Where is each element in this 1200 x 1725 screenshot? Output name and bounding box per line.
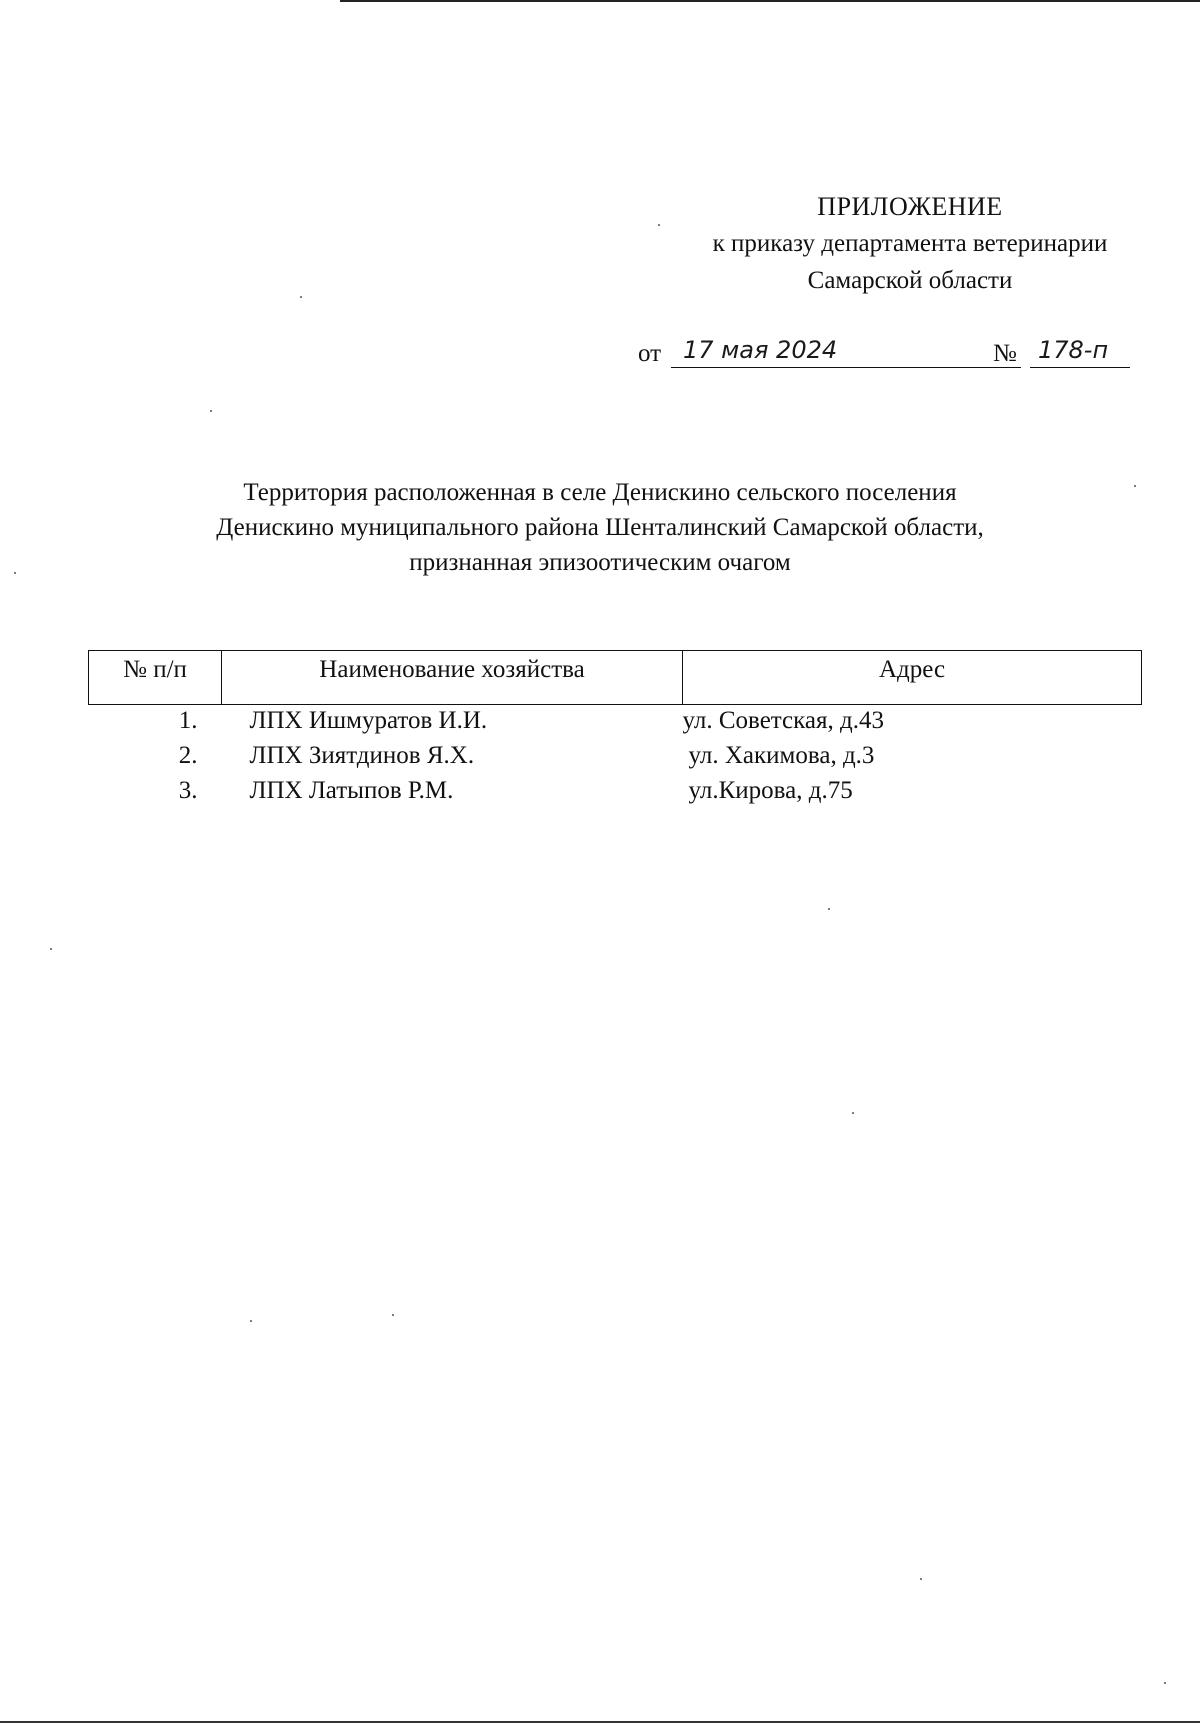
scan-speck [920,1578,922,1580]
table-header-row [89,651,1142,705]
order-number-label: № [993,340,1017,367]
scan-speck [658,224,660,226]
scan-speck [14,572,16,574]
scan-speck [300,296,302,298]
appendix-heading: ПРИЛОЖЕНИЕ [817,192,1003,221]
scan-speck [1164,1682,1166,1684]
row-address: ул. Хакимова, д.3 [688,742,875,769]
farms-table [88,650,1140,810]
scan-speck [828,908,830,910]
table-row [89,775,1142,810]
order-reference [638,334,1138,374]
scan-speck [250,1320,252,1322]
row-number: 2. [178,742,198,769]
scan-edge-bottom [0,1721,1200,1723]
title-line-1: Территория расположенная в селе Денискино сельского поселения [243,479,957,506]
row-farm-name: ЛПХ Зиятдинов Я.Х. [249,742,475,769]
scan-speck [392,1314,394,1316]
document-title [160,475,1040,580]
scan-edge-top [340,0,1200,2]
scan-speck [852,1112,854,1114]
order-date-handwritten: 17 мая 2024 [671,336,1021,368]
title-line-2: Денискино муниципального района Шенталинский Самарской области, [216,514,984,541]
row-number: 1. [178,707,198,734]
scan-speck [210,410,212,412]
table-row [89,740,1142,775]
header-number: № п/п [89,651,222,705]
title-line-3: признанная эпизоотическим очагом [409,549,791,576]
table-row [89,705,1142,741]
appendix-line-region: Самарской области [807,267,1013,294]
order-number-handwritten: 178-п [1030,336,1130,368]
appendix-line-order: к приказу департамента ветеринарии [712,230,1108,257]
row-farm-name: ЛПХ Латыпов Р.М. [249,777,454,804]
order-from-label: от [638,340,662,367]
appendix-header [640,188,1180,299]
row-address: ул.Кирова, д.75 [688,777,853,804]
scan-speck [1134,485,1136,487]
header-farm-name: Наименование хозяйства [222,651,683,705]
row-number: 3. [178,777,198,804]
row-farm-name: ЛПХ Ишмуратов И.И. [249,707,488,734]
row-address: ул. Советская, д.43 [682,707,884,734]
scan-speck [50,948,52,950]
header-address: Адрес [683,651,1142,705]
